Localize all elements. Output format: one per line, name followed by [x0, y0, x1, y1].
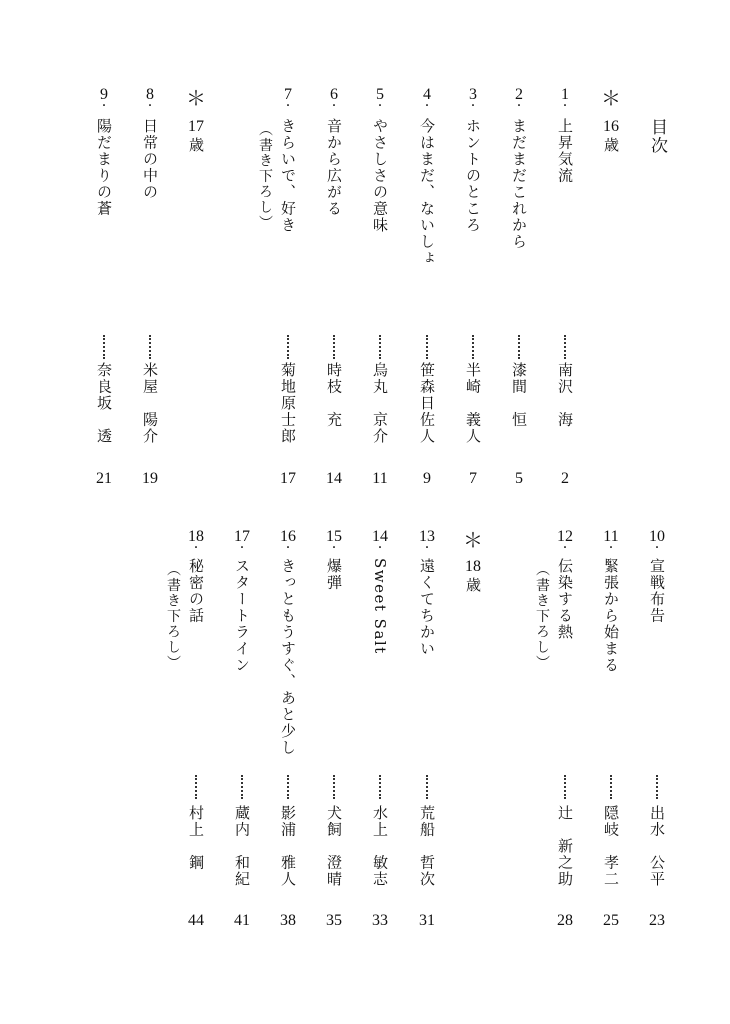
entry-number-dot: ・: [514, 101, 524, 112]
entry-number: 2: [515, 86, 523, 103]
entry-number-dot: ・: [652, 543, 662, 554]
entry-page: 38: [280, 912, 296, 929]
entry-author: 時枝 充: [325, 362, 343, 428]
entry-title: やさしさの意味: [371, 118, 389, 234]
entry-author: 半崎 義人: [464, 362, 482, 445]
entry-author: 出水 公平: [648, 805, 666, 888]
entry-number: 5: [376, 86, 384, 103]
entry-page: 2: [561, 470, 569, 487]
entry-number-dot: ・: [329, 101, 339, 112]
entry-page: 23: [649, 912, 665, 929]
entry-author: 烏丸 京介: [371, 362, 389, 445]
section-age-unit: 歳: [602, 137, 620, 154]
entry-page: 41: [234, 912, 250, 929]
leader-dots: [472, 335, 474, 359]
entry-subtitle: （書き下ろし）: [165, 562, 181, 671]
entry-title: Sweet Salt: [371, 558, 389, 655]
entry-number-dot: ・: [375, 101, 385, 112]
entry-number: 6: [330, 86, 338, 103]
entry-page: 31: [419, 912, 435, 929]
entry-number-dot: ・: [283, 543, 293, 554]
section-marker: ＊: [186, 88, 206, 110]
leader-dots: [195, 775, 197, 799]
entry-author: 笹森日佐人: [418, 362, 436, 445]
entry-number-dot: ・: [560, 543, 570, 554]
entry-title: 爆弾: [325, 558, 343, 591]
entry-page: 21: [96, 470, 112, 487]
entry-page: 5: [515, 470, 523, 487]
entry-title: 秘密の話: [187, 558, 205, 624]
section-age-number: 17: [188, 118, 204, 135]
leader-dots: [149, 335, 151, 359]
entry-title: 今はまだ、ないしょ: [418, 118, 436, 267]
entry-number-dot: ・: [422, 101, 432, 112]
entry-number-dot: ・: [283, 101, 293, 112]
entry-title: 伝染する熱: [556, 558, 574, 641]
entry-number: 15: [326, 528, 342, 545]
leader-dots: [333, 775, 335, 799]
entry-number-dot: ・: [468, 101, 478, 112]
entry-number: 7: [284, 86, 292, 103]
entry-title: まだまだこれから: [510, 118, 528, 250]
section-age-unit: 歳: [464, 577, 482, 594]
entry-title: ホントのところ: [464, 118, 482, 234]
entry-number-dot: ・: [375, 543, 385, 554]
entry-author: 米屋 陽介: [141, 362, 159, 445]
entry-page: 35: [326, 912, 342, 929]
entry-title: 緊張から始まる: [602, 558, 620, 674]
entry-title: 宣戦布告: [648, 558, 666, 624]
entry-page: 17: [280, 470, 296, 487]
section-age-number: 16: [603, 118, 619, 135]
entry-author: 蔵内 和紀: [233, 805, 251, 888]
entry-title: 遠くてちかい: [418, 558, 436, 657]
entry-title: きらいで、好き: [279, 118, 297, 234]
entry-page: 9: [423, 470, 431, 487]
section-age-number: 18: [465, 558, 481, 575]
entry-number: 11: [603, 528, 619, 545]
entry-number: 12: [557, 528, 573, 545]
entry-subtitle: （書き下ろし）: [534, 562, 550, 671]
entry-page: 28: [557, 912, 573, 929]
leader-dots: [564, 335, 566, 359]
leader-dots: [518, 335, 520, 359]
leader-dots: [656, 775, 658, 799]
leader-dots: [426, 335, 428, 359]
section-age-unit: 歳: [187, 137, 205, 154]
entry-subtitle: （書き下ろし）: [257, 122, 273, 231]
entry-author: 辻 新之助: [556, 805, 574, 888]
entry-title: 音から広がる: [325, 118, 343, 217]
entry-number-dot: ・: [145, 101, 155, 112]
entry-number: 18: [188, 528, 204, 545]
entry-title: 上昇気流: [556, 118, 574, 184]
entry-page: 25: [603, 912, 619, 929]
entry-title: 日常の中の: [141, 118, 159, 201]
leader-dots: [333, 335, 335, 359]
entry-author: 犬飼 澄晴: [325, 805, 343, 888]
toc-title: 目次: [647, 118, 667, 155]
entry-page: 11: [372, 470, 388, 487]
entry-page: 19: [142, 470, 158, 487]
entry-number: 16: [280, 528, 296, 545]
entry-number: 3: [469, 86, 477, 103]
entry-author: 奈良坂 透: [95, 362, 113, 445]
entry-number: 13: [419, 528, 435, 545]
entry-author: 漆間 恒: [510, 362, 528, 428]
entry-page: 44: [188, 912, 204, 929]
entry-author: 水上 敏志: [371, 805, 389, 888]
entry-number-dot: ・: [191, 543, 201, 554]
entry-author: 南沢 海: [556, 362, 574, 428]
entry-number-dot: ・: [329, 543, 339, 554]
leader-dots: [610, 775, 612, 799]
entry-title: スタートライン: [233, 558, 251, 674]
entry-number: 14: [372, 528, 388, 545]
entry-number-dot: ・: [237, 543, 247, 554]
entry-number: 9: [100, 86, 108, 103]
entry-title: 陽だまりの蒼: [95, 118, 113, 217]
section-marker: ＊: [601, 88, 621, 110]
entry-author: 菊地原士郎: [279, 362, 297, 445]
leader-dots: [379, 775, 381, 799]
entry-page: 7: [469, 470, 477, 487]
entry-number: 4: [423, 86, 431, 103]
entry-page: 33: [372, 912, 388, 929]
entry-number: 10: [649, 528, 665, 545]
entry-author: 荒船 哲次: [418, 805, 436, 888]
entry-number-dot: ・: [560, 101, 570, 112]
entry-number: 8: [146, 86, 154, 103]
entry-number: 17: [234, 528, 250, 545]
leader-dots: [241, 775, 243, 799]
entry-author: 村上 鋼: [187, 805, 205, 871]
leader-dots: [103, 335, 105, 359]
leader-dots: [379, 335, 381, 359]
leader-dots: [564, 775, 566, 799]
entry-number-dot: ・: [422, 543, 432, 554]
leader-dots: [287, 775, 289, 799]
leader-dots: [426, 775, 428, 799]
section-marker: ＊: [463, 530, 483, 552]
entry-author: 影浦 雅人: [279, 805, 297, 888]
entry-number-dot: ・: [99, 101, 109, 112]
leader-dots: [287, 335, 289, 359]
entry-number: 1: [561, 86, 569, 103]
entry-title: きっともうすぐ、あと少し: [279, 558, 297, 756]
entry-page: 14: [326, 470, 342, 487]
entry-author: 隠岐 孝二: [602, 805, 620, 888]
entry-number-dot: ・: [606, 543, 616, 554]
